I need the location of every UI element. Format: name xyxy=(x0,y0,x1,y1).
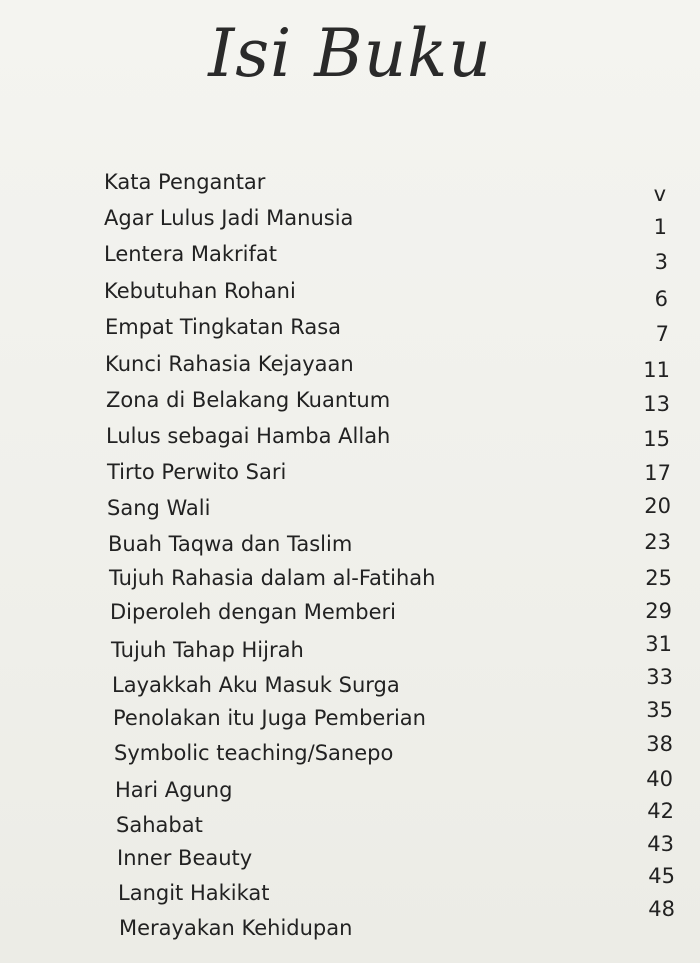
toc-entry-title: Langit Hakikat xyxy=(118,881,270,905)
toc-entry-title: Kata Pengantar xyxy=(104,170,266,194)
toc-entry-title: Tirto Perwito Sari xyxy=(107,460,287,484)
toc-entry-page-number: 40 xyxy=(646,767,673,791)
toc-entry-title: Kunci Rahasia Kejayaan xyxy=(105,352,354,376)
toc-entry-title: Zona di Belakang Kuantum xyxy=(106,388,391,412)
toc-entry-page-number: 3 xyxy=(654,250,668,274)
toc-entry-page-number: 6 xyxy=(654,287,668,311)
toc-entry-title: Symbolic teaching/Sanepo xyxy=(114,741,394,765)
toc-entry-page-number: 43 xyxy=(647,832,674,856)
toc-entry-page-number: 33 xyxy=(646,665,673,689)
toc-entry-page-number: 45 xyxy=(648,864,675,888)
toc-entry-title: Tujuh Rahasia dalam al-Fatihah xyxy=(109,566,436,590)
toc-entry-page-number: 29 xyxy=(645,599,672,623)
toc-entry-title: Merayakan Kehidupan xyxy=(119,916,353,940)
toc-entry-title: Buah Taqwa dan Taslim xyxy=(108,532,353,556)
toc-entry-page-number: 17 xyxy=(644,461,671,485)
toc-entry-title: Sang Wali xyxy=(107,496,211,520)
toc-entry-title: Layakkah Aku Masuk Surga xyxy=(112,673,400,697)
toc-entry-page-number: 48 xyxy=(648,897,675,921)
toc-entry-page-number: 38 xyxy=(646,732,673,756)
toc-entry-title: Hari Agung xyxy=(115,778,233,802)
toc-entry-title: Agar Lulus Jadi Manusia xyxy=(104,206,354,230)
toc-entry-title: Tujuh Tahap Hijrah xyxy=(111,638,304,662)
toc-entry-title: Kebutuhan Rohani xyxy=(104,279,296,303)
toc-entry-page-number: 1 xyxy=(653,215,667,239)
toc-entry-page-number: 42 xyxy=(647,799,674,823)
toc-entry-page-number: 31 xyxy=(645,632,672,656)
toc-entry-title: Penolakan itu Juga Pemberian xyxy=(113,706,426,730)
toc-entry-page-number: 25 xyxy=(645,566,672,590)
toc-entry-title: Inner Beauty xyxy=(117,846,253,870)
toc-entry-page-number: v xyxy=(653,182,666,206)
toc-entry-page-number: 7 xyxy=(655,322,669,346)
toc-entry-title: Empat Tingkatan Rasa xyxy=(105,315,342,339)
toc-entry-page-number: 13 xyxy=(643,392,670,416)
toc-entry-page-number: 35 xyxy=(646,698,673,722)
toc-entry-title: Sahabat xyxy=(116,813,203,837)
toc-entry-title: Lulus sebagai Hamba Allah xyxy=(106,424,391,448)
toc-entry-title: Lentera Makrifat xyxy=(104,242,278,266)
page-title: Isi Buku xyxy=(208,15,492,92)
toc-entry-page-number: 20 xyxy=(644,494,671,518)
toc-entry-page-number: 15 xyxy=(643,427,670,451)
toc-entry-title: Diperoleh dengan Memberi xyxy=(110,600,396,624)
toc-entry-page-number: 23 xyxy=(644,530,671,554)
toc-entry-page-number: 11 xyxy=(643,358,670,382)
